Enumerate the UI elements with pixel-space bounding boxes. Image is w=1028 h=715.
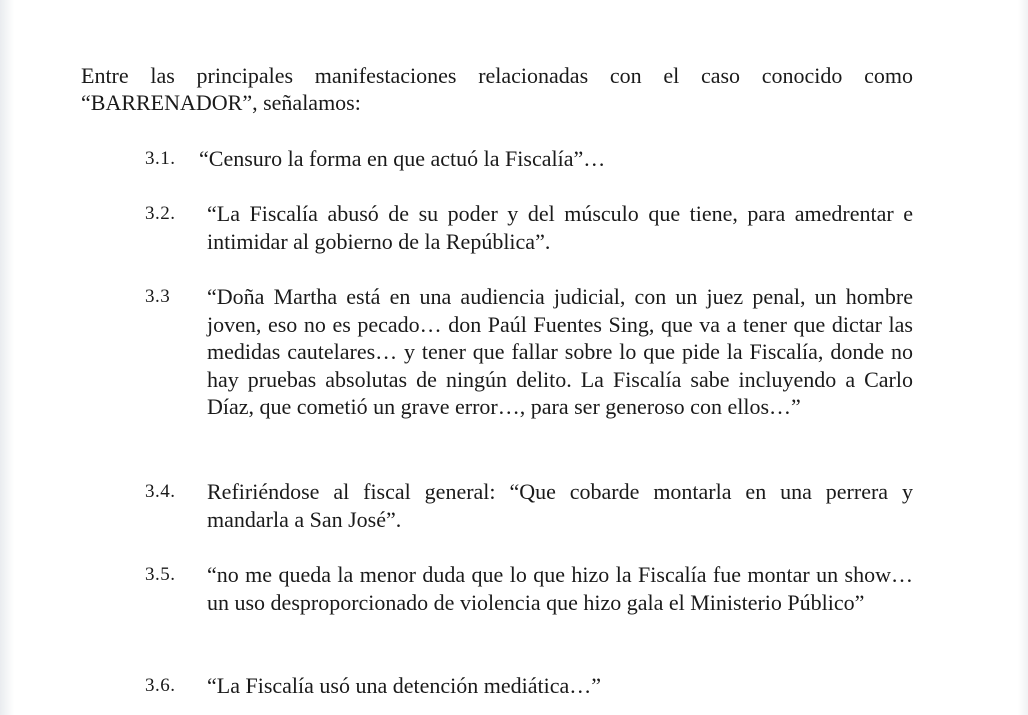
item-text: “La Fiscalía abusó de su poder y del músculo que tiene, para amedrentar e intimidar al gobierno de la República”.: [207, 201, 913, 254]
item-number: 3.4.: [145, 481, 176, 502]
item-number: 3.2.: [145, 203, 176, 224]
item-text: Refiriéndose al fiscal general: “Que cobarde montarla en una perrera y mandarla a San José”.: [207, 479, 913, 532]
intro-paragraph: Entre las principales manifestaciones relacionadas con el caso conocido como “BARRENADOR”, señalamos:: [81, 63, 913, 115]
item-text: “Doña Martha está en una audiencia judicial, con un juez penal, un hombre joven, eso no es pecado… don Paúl Fuentes Sing, que va a tener que dictar las medidas cautelares… y tener que fallar sobre lo que pide la Fiscalía, donde no hay pruebas absolutas de ningún delito. La Fiscalía sabe incluyendo a Carlo Díaz, que cometió un grave error…, para ser generoso con ellos…”: [207, 284, 913, 419]
item-number: 3.5.: [145, 564, 176, 585]
item-text: “Censuro la forma en que actuó la Fiscalía”…: [199, 146, 606, 171]
item-text: “no me queda la menor duda que lo que hizo la Fiscalía fue montar un show… un uso desproporcionado de violencia que hizo gala el Ministerio Público”: [207, 562, 913, 615]
item-text: “La Fiscalía usó una detención mediática…”: [207, 673, 602, 698]
item-number: 3.1.: [145, 148, 176, 169]
item-number: 3.3: [145, 286, 171, 307]
item-number: 3.6.: [145, 675, 176, 696]
